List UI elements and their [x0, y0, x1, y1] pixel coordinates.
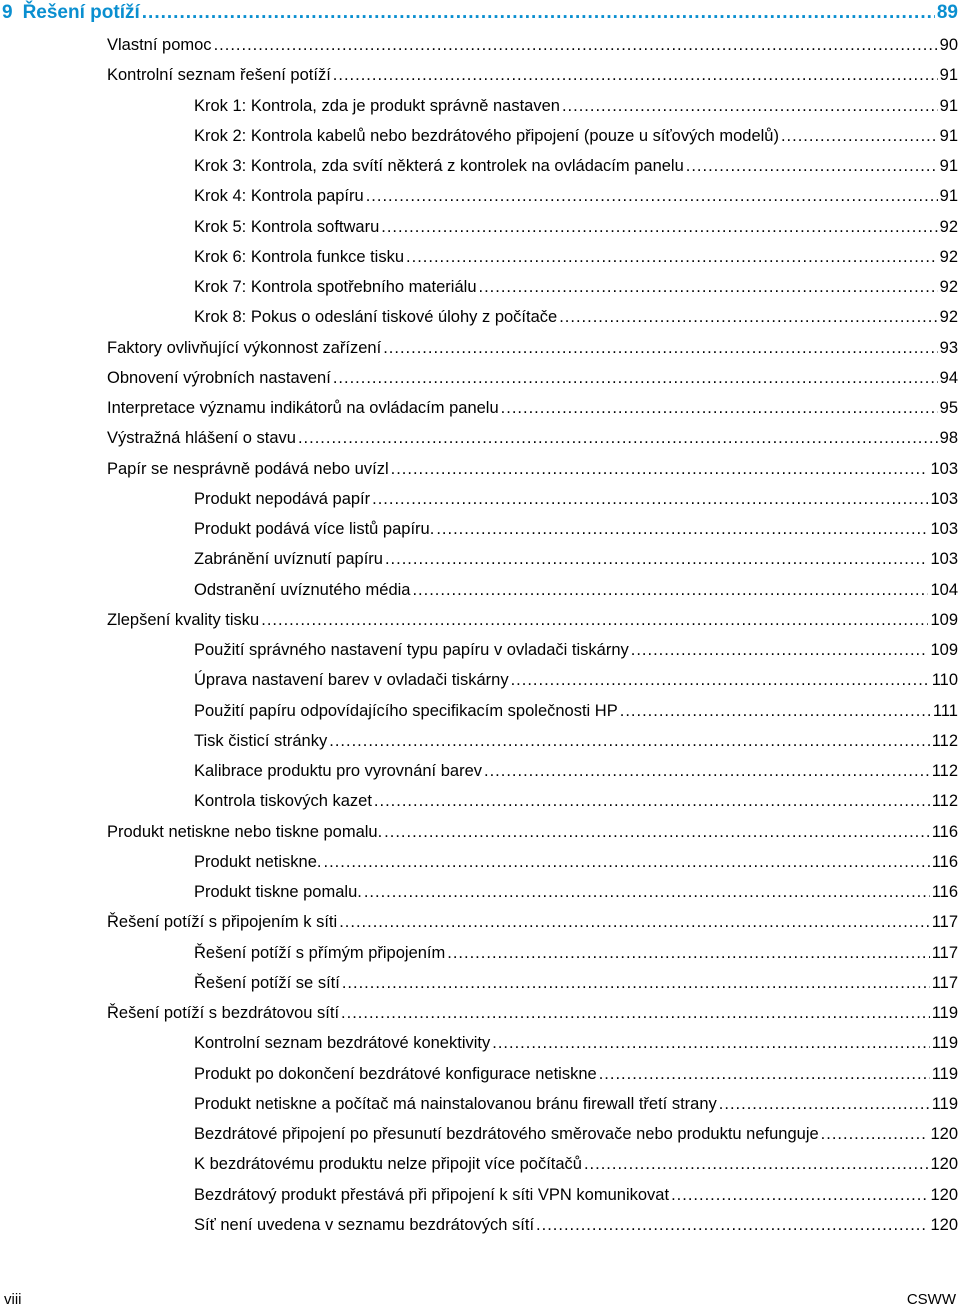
toc-entry[interactable]: [107, 605, 958, 635]
dot-leader: [484, 756, 930, 786]
toc-entry-page: 120: [930, 1125, 958, 1143]
dot-leader: [391, 454, 929, 484]
toc-entry-page: 116: [931, 852, 958, 871]
toc-entry-title: Produkt podává více listů papíru.: [194, 520, 435, 538]
dot-leader: [686, 151, 938, 181]
dot-leader: [372, 484, 928, 514]
dot-leader: [406, 242, 938, 272]
toc-entry-title: Použití správného nastavení typu papíru v ovladači tiskárny: [194, 641, 629, 659]
toc-entry[interactable]: [194, 938, 958, 968]
toc-entry-page: 116: [931, 822, 958, 841]
dot-leader: [536, 1210, 928, 1240]
dot-leader: [374, 786, 930, 816]
toc-entry-title: Krok 1: Kontrola, zda je produkt správně nastaven: [194, 96, 560, 115]
dot-leader: [599, 1059, 930, 1089]
toc-entry[interactable]: [107, 30, 958, 60]
footer-edition: CSWW: [906, 1291, 956, 1308]
toc-entry-page: 92: [939, 308, 958, 327]
toc-entry-title: Krok 7: Kontrola spotřebního materiálu: [194, 278, 477, 296]
toc-entry-page: 117: [931, 943, 958, 962]
dot-leader: [492, 1028, 929, 1058]
toc-entry-title: Výstražná hlášení o stavu: [107, 429, 296, 448]
toc-entry-page: 91: [939, 126, 958, 145]
dot-leader: [412, 575, 928, 605]
toc-entry-title: Krok 5: Kontrola softwaru: [194, 217, 380, 236]
toc-entry[interactable]: [194, 575, 958, 605]
toc-entry[interactable]: [194, 302, 958, 332]
dot-leader: [214, 30, 938, 60]
toc-entry[interactable]: [194, 272, 958, 302]
toc-entry[interactable]: [194, 544, 958, 574]
toc-entry[interactable]: [194, 635, 958, 665]
chapter-page-number: 89: [936, 2, 958, 23]
toc-entry[interactable]: [194, 1149, 958, 1179]
dot-leader: [562, 91, 938, 121]
toc-entry[interactable]: [194, 151, 958, 181]
toc-entry-title: Krok 2: Kontrola kabelů nebo bezdrátového připojení (pouze u síťových modelů): [194, 126, 779, 145]
toc-entry-page: 111: [932, 701, 958, 720]
toc-entry-page: 91: [939, 187, 958, 206]
dot-leader: [584, 1149, 929, 1179]
toc-entry-page: 98: [939, 429, 958, 448]
toc-entry-title: Síť není uvedena v seznamu bezdrátových sítí: [194, 1215, 535, 1234]
dot-leader: [383, 333, 937, 363]
dot-leader: [559, 302, 937, 332]
chapter-number: 9: [2, 2, 13, 23]
toc-entry-page: 92: [939, 217, 958, 236]
toc-entry-title: Produkt po dokončení bezdrátové konfigurace netiskne: [194, 1064, 597, 1083]
toc-entry[interactable]: [194, 242, 958, 272]
dot-leader: [342, 968, 930, 998]
dot-leader: [384, 817, 930, 847]
dot-leader: [436, 514, 928, 544]
toc-entry-page: 103: [930, 520, 958, 538]
dot-leader: [821, 1119, 929, 1149]
dot-leader: [324, 847, 930, 877]
toc-entry-page: 110: [931, 671, 958, 690]
dot-leader: [511, 665, 930, 695]
toc-entry[interactable]: [194, 1180, 958, 1210]
toc-entry[interactable]: [107, 333, 958, 363]
toc-entry-title: Zlepšení kvality tisku: [107, 610, 260, 629]
toc-entry-page: 103: [930, 550, 958, 569]
toc-entry[interactable]: [107, 363, 958, 393]
toc-entry-title: Produkt tiskne pomalu.: [194, 883, 362, 901]
toc-entry-title: Použití papíru odpovídajícího specifikacím společnosti HP: [194, 701, 618, 720]
toc-entry-title: Obnovení výrobních nastavení: [107, 368, 331, 387]
toc-entry-title: Krok 6: Kontrola funkce tisku: [194, 247, 405, 266]
toc-entry[interactable]: [107, 423, 958, 453]
toc-entry-title: Produkt netiskne nebo tiskne pomalu.: [107, 822, 383, 841]
toc-entry[interactable]: [194, 514, 958, 544]
toc-entry[interactable]: [194, 665, 958, 695]
toc-entry-title: Interpretace významu indikátorů na ovládacím panelu: [107, 399, 499, 417]
toc-entry[interactable]: [194, 726, 958, 756]
toc-entry[interactable]: [194, 1210, 958, 1240]
toc-entry[interactable]: [194, 1059, 958, 1089]
dot-leader: [501, 393, 938, 423]
toc-entry-page: 120: [930, 1185, 958, 1204]
dot-leader: [333, 60, 938, 90]
toc-entry-title: Úprava nastavení barev v ovladači tiskárny: [194, 671, 509, 690]
toc-entry-page: 120: [930, 1215, 958, 1234]
toc-entry[interactable]: [107, 907, 958, 937]
toc-entry-page: 120: [930, 1155, 958, 1174]
toc-entry-page: 117: [931, 913, 958, 932]
toc-entry-page: 119: [931, 1004, 958, 1022]
toc-entry-title: Kontrola tiskových kazet: [194, 792, 372, 811]
toc-entry-page: 91: [939, 66, 958, 85]
dot-leader: [341, 998, 930, 1028]
dot-leader: [261, 605, 928, 635]
toc-entry[interactable]: [194, 181, 958, 211]
toc-entry[interactable]: [107, 817, 958, 847]
toc-entry-page: 109: [930, 641, 958, 659]
toc-entry-title: Odstranění uvíznutého média: [194, 580, 411, 599]
toc-entry-title: Kontrolní seznam bezdrátové konektivity: [194, 1034, 491, 1053]
dot-leader: [620, 696, 931, 726]
toc-entry-page: 91: [939, 96, 958, 115]
chapter-title: Řešení potíží: [22, 2, 140, 23]
toc-entry-title: Řešení potíží s přímým připojením: [194, 943, 446, 962]
toc-entry-title: Tisk čisticí stránky: [194, 731, 328, 750]
toc-entry-page: 94: [939, 368, 958, 387]
toc-entry[interactable]: [194, 786, 958, 816]
toc-entry-title: Produkt netiskne.: [194, 852, 322, 871]
toc-entry[interactable]: [107, 998, 958, 1028]
toc-entry[interactable]: [194, 847, 958, 877]
toc-entry-page: 112: [931, 731, 958, 750]
toc-entry[interactable]: [194, 968, 958, 998]
toc-entry-title: Řešení potíží s připojením k síti: [107, 913, 338, 932]
dot-leader: [364, 877, 930, 907]
dot-leader: [366, 181, 938, 211]
dot-leader: [339, 907, 930, 937]
toc-entry-page: 103: [930, 459, 958, 478]
toc-entry-title: Řešení potíží se sítí: [194, 973, 340, 992]
toc-entry-page: 112: [931, 792, 958, 811]
toc-entry-page: 92: [939, 247, 958, 266]
toc-entry[interactable]: [107, 60, 958, 90]
toc-entry-page: 95: [939, 399, 958, 417]
toc-entry-title: Faktory ovlivňující výkonnost zařízení: [107, 338, 382, 357]
toc-entry-title: Krok 8: Pokus o odeslání tiskové úlohy z počítače: [194, 308, 558, 327]
toc-entry-title: Zabránění uvíznutí papíru: [194, 550, 383, 569]
toc-entry-title: Bezdrátový produkt přestává při připojení k síti VPN komunikovat: [194, 1185, 670, 1204]
toc-entry[interactable]: [194, 756, 958, 786]
toc-entry[interactable]: [194, 1119, 958, 1149]
dot-leader: [298, 423, 938, 453]
toc-entry[interactable]: [194, 121, 958, 151]
toc-entry-page: 119: [931, 1064, 958, 1083]
toc-entry-page: 116: [931, 883, 958, 901]
toc-entry-title: Papír se nesprávně podává nebo uvízl: [107, 459, 389, 478]
toc-entry-page: 90: [939, 36, 958, 54]
toc-entry-page: 119: [931, 1094, 958, 1113]
toc-entry-page: 109: [930, 610, 958, 629]
toc-entry-title: Krok 4: Kontrola papíru: [194, 187, 364, 206]
toc-entry-title: Krok 3: Kontrola, zda svítí některá z kontrolek na ovládacím panelu: [194, 157, 684, 175]
dot-leader: [447, 938, 929, 968]
dot-leader: [719, 1089, 930, 1119]
toc-entry-page: 104: [930, 580, 958, 599]
toc-entry[interactable]: [194, 484, 958, 514]
chapter-heading[interactable]: [0, 0, 960, 28]
toc-entry-page: 92: [939, 278, 958, 296]
dot-leader: [381, 212, 937, 242]
toc-entry[interactable]: [194, 91, 958, 121]
toc-entry-page: 119: [931, 1034, 958, 1053]
toc-entry[interactable]: [194, 1089, 958, 1119]
toc-entry-title: Kalibrace produktu pro vyrovnání barev: [194, 762, 482, 780]
toc-entry[interactable]: [107, 393, 958, 423]
dot-leader: [385, 544, 929, 574]
footer-page-label: viii: [4, 1291, 22, 1308]
toc-entry[interactable]: [194, 212, 958, 242]
toc-entry-page: 117: [931, 973, 958, 992]
toc-entry-page: 112: [931, 762, 958, 780]
dot-leader: [671, 1180, 928, 1210]
toc-entry-title: Bezdrátové připojení po přesunutí bezdrátového směrovače nebo produktu nefunguje: [194, 1125, 819, 1143]
toc-entry-page: 93: [939, 338, 958, 357]
toc-entry-title: Produkt netiskne a počítač má nainstalovanou bránu firewall třetí strany: [194, 1094, 717, 1113]
toc-entry-title: Řešení potíží s bezdrátovou sítí: [107, 1004, 340, 1022]
toc-entry-page: 103: [930, 489, 958, 508]
dot-leader: [333, 363, 938, 393]
dot-leader: [329, 726, 929, 756]
toc-entry[interactable]: [194, 1028, 958, 1058]
toc-entry[interactable]: [194, 877, 958, 907]
dot-leader: [142, 2, 935, 24]
dot-leader: [781, 121, 938, 151]
toc-entry-title: Kontrolní seznam řešení potíží: [107, 66, 331, 85]
toc-entry-title: Produkt nepodává papír: [194, 489, 371, 508]
toc-entry-title: Vlastní pomoc: [107, 36, 212, 54]
dot-leader: [479, 272, 938, 302]
dot-leader: [631, 635, 929, 665]
toc-entry-page: 91: [939, 157, 958, 175]
toc-entry[interactable]: [107, 454, 958, 484]
toc-entry[interactable]: [194, 696, 958, 726]
toc-entry-title: K bezdrátovému produktu nelze připojit více počítačů: [194, 1155, 582, 1174]
